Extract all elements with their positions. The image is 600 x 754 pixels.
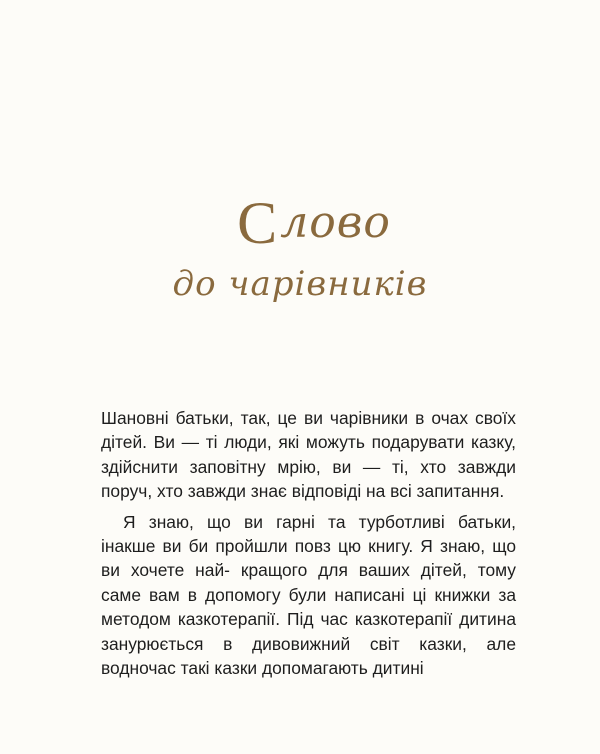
chapter-title-line-2: до чарівників [172, 264, 428, 304]
title-word: лово [280, 197, 391, 248]
title-initial-letter: С [237, 190, 279, 256]
paragraph-1: Шановні батьки, так, це ви чарівники в очах своїх дітей. Ви — ті люди, які можуть подарувати казку, здійснити заповітну мрію, ви — ті, хто завжди поруч, хто завжди знає відповіді на всі запитання. [101, 408, 516, 502]
body-text [101, 406, 516, 686]
paragraph-2: Я знаю, що ви гарні та турботливі батьки, інакше ви би пройшли повз цю книгу. Я знаю, що ви хочете най- кращого для ваших дітей, тому саме вам в допомогу були написані ці книжки за методом казкотерапії. Під час казкотерапії дитина занурюється в дивовижний світ казки, але водночас такі казки допомагають дитині [101, 511, 516, 679]
chapter-title-line-1 [0, 190, 600, 256]
